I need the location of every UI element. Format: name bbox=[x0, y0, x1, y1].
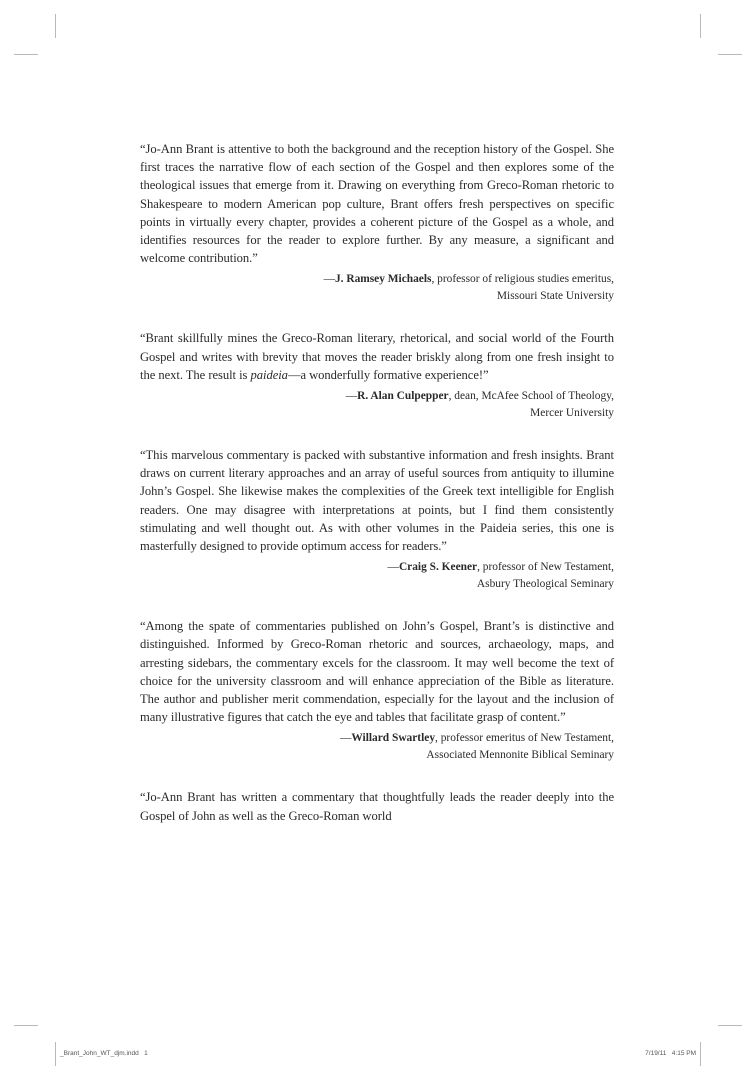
crop-mark-bottom-right-horizontal bbox=[718, 1025, 742, 1026]
print-slug-timestamp: 7/19/11 4:15 PM bbox=[645, 1050, 696, 1057]
endorsement-attribution bbox=[140, 388, 614, 422]
endorsement-blurb bbox=[140, 446, 614, 593]
endorser-name: Craig S. Keener bbox=[398, 561, 478, 574]
crop-mark-top-left-horizontal bbox=[14, 54, 38, 55]
endorsement-blurb bbox=[140, 329, 614, 422]
endorser-name: R. Alan Culpepper bbox=[357, 390, 449, 403]
attribution-dash: — bbox=[387, 561, 399, 574]
endorsement-attribution bbox=[140, 559, 614, 593]
crop-mark-top-right-vertical bbox=[700, 14, 701, 38]
attribution-dash: — bbox=[345, 390, 358, 403]
endorsement-attribution bbox=[140, 271, 614, 305]
endorser-institution: Asbury Theological Seminary bbox=[476, 578, 614, 591]
crop-mark-top-left-vertical bbox=[55, 14, 56, 38]
endorser-institution: Missouri State University bbox=[496, 290, 614, 303]
endorsement-blurb bbox=[140, 140, 614, 305]
attribution-dash: — bbox=[339, 732, 352, 745]
endorser-name: J. Ramsey Michaels bbox=[334, 273, 432, 286]
endorsement-quote: “This marvelous commentary is packed with substantive information and fresh insights. Brant draws on current literary approaches and an array of useful sources from antiquity to illumine John’s Gospel. She likewise makes the complexities of the Greek text intelligible for English readers. One may disagree with interpretations at points, but I find them consistently stimulating and well thought out. As with other volumes in the Paideia series, this one is masterfully designed to provide optimum access for readers.” bbox=[140, 448, 614, 554]
endorser-role: , professor of religious studies emeritus, bbox=[431, 273, 614, 286]
crop-mark-bottom-left-horizontal bbox=[14, 1025, 38, 1026]
endorsement-quote: “Brant skillfully mines the Greco-Roman literary, rhetorical, and social world of the Fourth Gospel and writes with brevity that moves the reader briskly along from one fresh insight to the next. The result is paideia—a wonderfully formative experience!” bbox=[140, 331, 614, 382]
crop-mark-top-right-horizontal bbox=[718, 54, 742, 55]
crop-mark-bottom-right-vertical bbox=[700, 1042, 701, 1066]
endorser-role: , dean, McAfee School of Theology, bbox=[448, 390, 614, 403]
endorser-institution: Associated Mennonite Biblical Seminary bbox=[426, 749, 614, 762]
endorsements-page bbox=[140, 140, 614, 849]
endorser-name: Willard Swartley bbox=[351, 732, 436, 745]
endorsement-quote-continued: “Jo-Ann Brant has written a commentary that thoughtfully leads the reader deeply into the Gospel of John as well as the Greco-Roman world bbox=[140, 790, 614, 823]
endorser-role: , professor of New Testament, bbox=[477, 561, 614, 574]
endorsement-attribution bbox=[140, 730, 614, 764]
print-slug-filename: _Brant_John_WT_djm.indd 1 bbox=[60, 1050, 148, 1057]
endorser-institution: Mercer University bbox=[530, 407, 614, 420]
endorser-role: , professor emeritus of New Testament, bbox=[435, 732, 614, 745]
crop-mark-bottom-left-vertical bbox=[55, 1042, 56, 1066]
endorsement-blurb bbox=[140, 788, 614, 824]
attribution-dash: — bbox=[323, 273, 335, 286]
endorsement-quote: “Among the spate of commentaries published on John’s Gospel, Brant’s is distinctive and distinguished. Informed by Greco-Roman rhetoric and sources, archaeology, maps, and arresting sidebars, the commentary excels for the classroom. It may well become the text of choice for the university classroom and will enhance appreciation of the Bible as literature. The author and publisher merit commendation, especially for the layout and the inclusion of many illustrative figures that catch the eye and tables that facilitate grasp of content.” bbox=[140, 619, 614, 725]
endorsement-quote: “Jo-Ann Brant is attentive to both the background and the reception history of the Gospel. She first traces the narrative flow of each section of the Gospel and then explores some of the theological issues that emerge from it. Drawing on everything from Greco-Roman rhetoric to Shakespeare to modern American pop culture, Brant offers fresh perspectives on specific points in virtually every chapter, provides a coherent picture of the Gospel as a whole, and identifies resources for the reader to explore further. By any measure, a significant and welcome contribution.” bbox=[140, 142, 614, 266]
endorsement-blurb bbox=[140, 617, 614, 764]
